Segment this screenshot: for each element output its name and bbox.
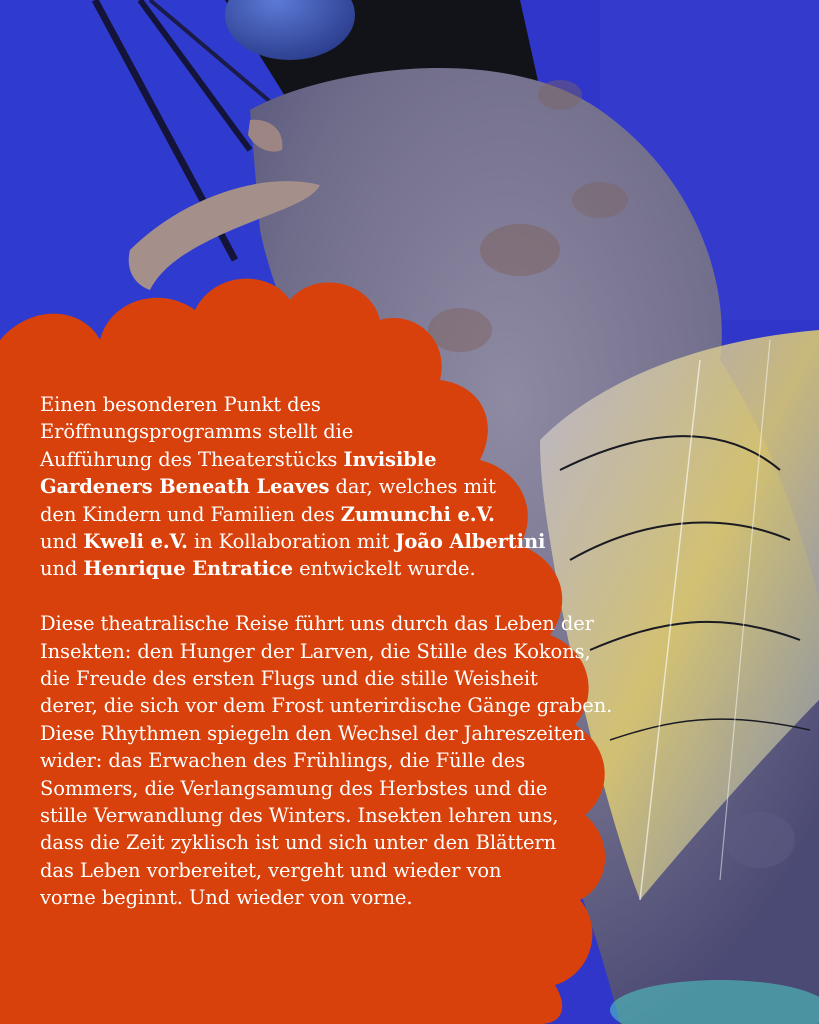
text-line: die Freude des ersten Flugs und die stille Weisheit: [40, 667, 538, 691]
organization-name: Zumunchi e.V.: [340, 502, 495, 526]
text-line: dar, welches mit: [329, 475, 496, 499]
text-line: Sommers, die Verlangsamung des Herbstes und die: [40, 776, 548, 800]
body-text: [40, 391, 640, 912]
text-line: Insekten: den Hunger der Larven, die Stille des Kokons,: [40, 639, 591, 663]
text-line: und: [40, 530, 84, 554]
paragraph-intro: [40, 391, 640, 583]
text-line: vorne beginnt. Und wieder von vorne.: [40, 886, 413, 910]
person-name: João Albertini: [395, 530, 546, 554]
play-title-part: Gardeners Beneath Leaves: [40, 475, 330, 499]
person-name: Henrique Entratice: [83, 557, 293, 581]
organization-name: Kweli e.V.: [83, 530, 188, 554]
text-line: Eröffnungsprogramms stellt die: [40, 420, 354, 444]
text-line: in Kollaboration mit: [187, 530, 396, 554]
text-line: wider: das Erwachen des Frühlings, die Fülle des: [40, 749, 526, 773]
text-line: Einen besonderen Punkt des: [40, 393, 321, 416]
text-line: derer, die sich vor dem Frost unterirdische Gänge graben.: [40, 694, 613, 718]
paragraph-description: [40, 610, 640, 911]
text-line: Diese theatralische Reise führt uns durch das Leben der: [40, 612, 594, 636]
text-line: dass die Zeit zyklisch ist und sich unter den Blättern: [40, 831, 557, 855]
text-line: das Leben vorbereitet, vergeht und wieder von: [40, 858, 502, 882]
text-line: den Kindern und Familien des: [40, 502, 341, 526]
text-line: Aufführung des Theaterstücks: [40, 447, 344, 471]
play-title-part: Invisible: [343, 447, 437, 471]
text-line: entwickelt wurde.: [292, 557, 476, 581]
text-line: und: [40, 557, 84, 581]
text-line: stille Verwandlung des Winters. Insekten lehren uns,: [40, 804, 559, 828]
text-line: Diese Rhythmen spiegeln den Wechsel der Jahreszeiten: [40, 721, 586, 745]
